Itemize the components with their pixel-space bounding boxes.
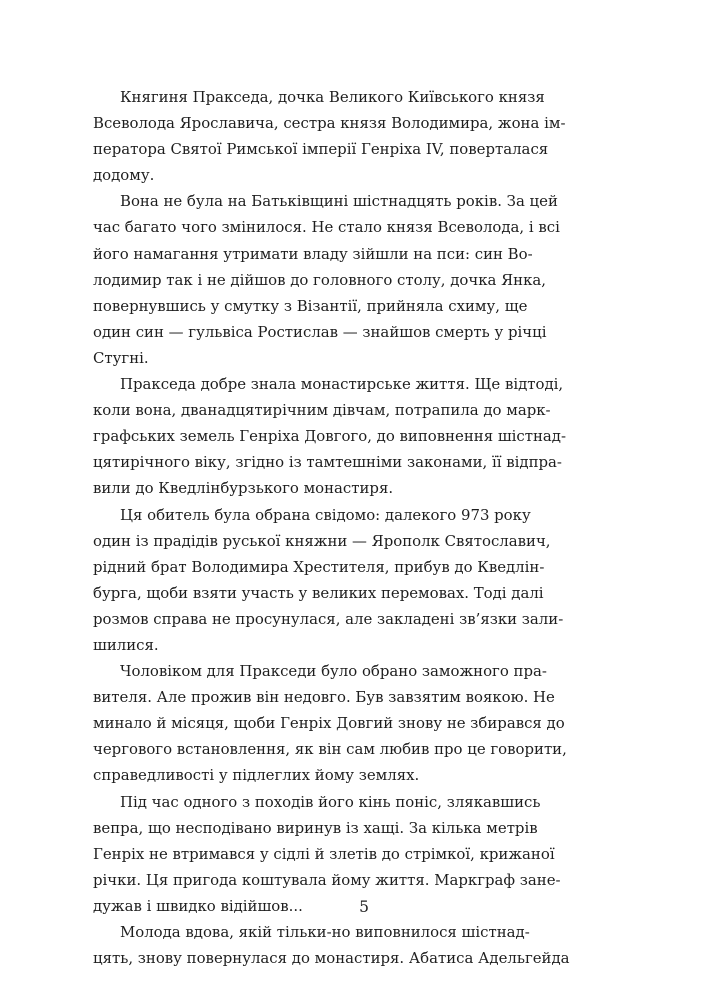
page-number: 5 — [359, 898, 369, 916]
paragraph-7: Молода вдова, якій тільки-но виповнилося шістнад- цять, знову повернулася до монастиря. Абатиса Адельгейда — [93, 923, 570, 968]
paragraph-1: Княгиня Пракседа, дочка Великого Київського князя Всеволода Ярославича, сестра князя Володимира, жона ім- ператора Святої Римської імперії Генріха IV, поверталася додому. — [93, 88, 566, 185]
paragraph-2: Вона не була на Батьківщині шістнадцять років. За цей час багато чого змінилося. Не стало князя Всеволода, і всі його намагання утримати владу зійшли на пси: син Во- лодимир так і не дійшов до головного столу, дочка Янка, повернувшись у смутку з Візантії, прийняла схиму, ще один син — гульвіса Ростислав — знайшов смерть у річці Стугні. — [93, 192, 560, 367]
paragraph-5: Чоловіком для Пракседи було обрано заможного пра- вителя. Але прожив він недовго. Був завзятим воякою. Не минало й місяця, щоби Генріх Довгий знову не збирався до чергового встановлення, як він сам любив про це говорити, справедливості у підлеглих йому землях. — [93, 662, 567, 785]
body-text — [93, 84, 586, 971]
paragraph-3: Пракседа добре знала монастирське життя. Ще відтоді, коли вона, дванадцятирічним дівчам, потрапила до марк- графських земель Генріха Довгого, до виповнення шістнад- цятирічного віку, згідно із тамтешніми законами, її відпра- вили до Кведлінбурзького монастиря. — [93, 375, 567, 498]
paragraph-6: Під час одного з походів його кінь поніс, злякавшись вепра, що несподівано виринув із хащі. За кілька метрів Генріх не втримався у сідлі й злетів до стрімкої, крижаної річки. Ця пригода коштувала йому життя. Маркграф зане- дужав і швидко відійшов... — [93, 792, 561, 915]
paragraph-4: Ця обитель була обрана свідомо: далекого 973 року один із прадідів руської княжни — Ярополк Святославич, рідний брат Володимира Хрестителя, прибув до Кведлін- бурга, щоби взяти участь у великих перемовах. Тоді далі розмов справа не просунулася, але закладені зв’язки зали- шилися. — [93, 505, 564, 654]
